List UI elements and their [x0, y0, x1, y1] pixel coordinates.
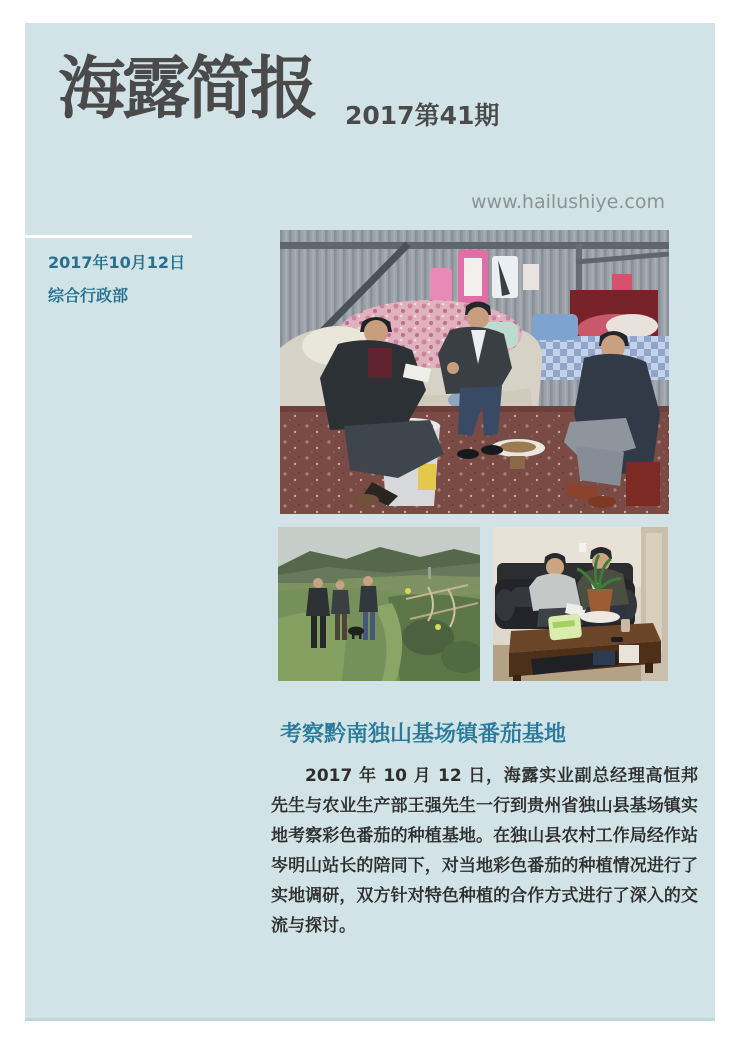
office-meeting-illustration — [493, 527, 668, 681]
website-link[interactable]: www.hailushiye.com — [471, 191, 665, 213]
newsletter-title: 海露简报 — [58, 50, 315, 129]
article-heading: 考察黔南独山基场镇番茄基地 — [280, 722, 567, 747]
field-visit-photo — [278, 527, 480, 681]
issue-date: 2017年10月12日 — [48, 253, 186, 272]
date-divider — [25, 235, 192, 238]
indoor-meeting-illustration — [280, 230, 669, 514]
issue-number: 2017第41期 — [345, 101, 500, 130]
meta-block — [48, 246, 185, 312]
office-meeting-photo — [493, 527, 668, 681]
article-body: 2017 年 10 月 12 日，海露实业副总经理高恒邦先生与农业生产部王强先生一行到贵州省独山县基场镇实地考察彩色番茄的种植基地。在独山县农村工作局经作站岑明山站长的陪同下，对当地彩色番茄的种植情况进行了实地调研，双方针对特色种植的合作方式进行了深入的交流与探讨。 — [271, 766, 698, 936]
department-name: 综合行政部 — [48, 286, 129, 305]
indoor-meeting-photo — [280, 230, 669, 514]
field-visit-illustration — [278, 527, 480, 681]
